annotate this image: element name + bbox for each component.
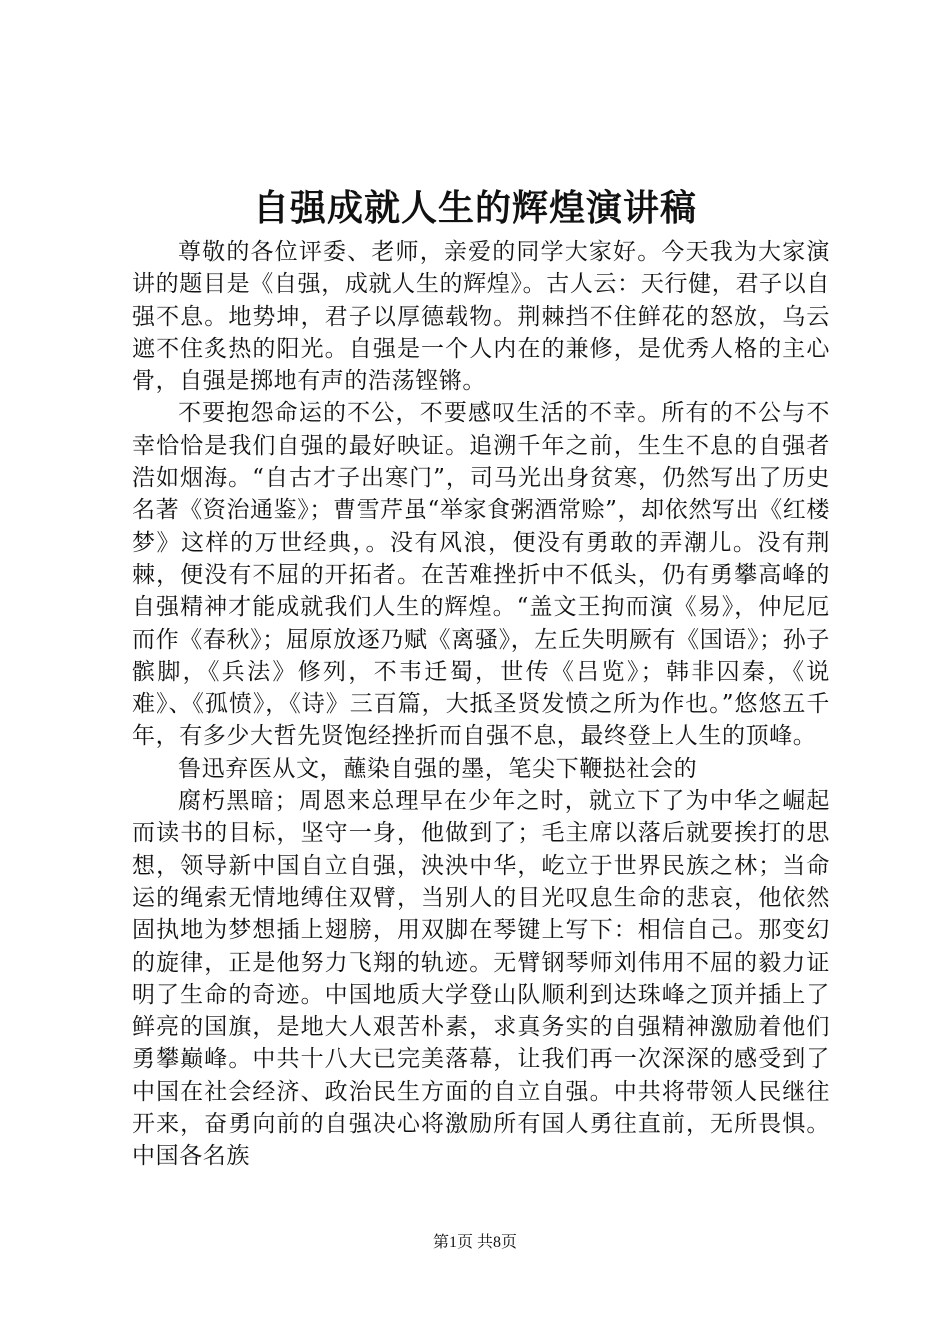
- document-body: [132, 236, 830, 1173]
- paragraph-intro: 尊敬的各位评委、老师，亲爱的同学大家好。今天我为大家演讲的题目是《自强，成就人生的辉煌》。古人云：天行健，君子以自强不息。地势坤，君子以厚德载物。荆棘挡不住鲜花的怒放，乌云遮不住炙热的阳光。自强是一个人内在的兼修，是优秀人格的主心骨，自强是掷地有声的浩荡铿锵。: [132, 239, 830, 395]
- paragraph-luxun: 鲁迅弃医从文，蘸染自强的墨，笔尖下鞭挞社会的: [178, 755, 698, 782]
- paragraph-examples: 腐朽黑暗；周恩来总理早在少年之时，就立下了为中华之崛起而读书的目标，坚守一身，他做到了；毛主席以落后就要挨打的思想，领导新中国自立自强，泱泱中华，屹立于世界民族之林；当命运的绳索无情地缚住双臂，当别人的目光叹息生命的悲哀，他依然固执地为梦想插上翅膀，用双脚在琴键上写下：相信自己。那变幻的旋律，正是他努力飞翔的轨迹。无臂钢琴师刘伟用不屈的毅力证明了生命的奇迹。中国地质大学登山队顺利到达珠峰之顶并插上了鲜亮的国旗，是地大人艰苦朴素，求真务实的自强精神激励着他们勇攀巅峰。中共十八大已完美落幕，让我们再一次深深的感受到了中国在社会经济、政治民生方面的自立自强。中共将带领人民继往开来，奋勇向前的自强决心将激励所有国人勇往直前，无所畏惧。中国各名族: [132, 788, 830, 1170]
- page-footer: 第1页 共8页: [432, 1234, 517, 1251]
- paragraph-adversity: 不要抱怨命运的不公，不要感叹生活的不幸。所有的不公与不幸恰恰是我们自强的最好映证。追溯千年之前，生生不息的自强者浩如烟海。“自古才子出寒门”，司马光出身贫寒，仍然写出了历史名著《资治通鉴》；曹雪芹虽“举家食粥酒常赊”，却依然写出《红楼梦》这样的万世经典，。没有风浪，便没有勇敢的弄潮儿。没有荆棘，便没有不屈的开拓者。在苦难挫折中不低头，仍有勇攀高峰的自强精神才能成就我们人生的辉煌。“盖文王拘而演《易》，仲尼厄而作《春秋》；屈原放逐乃赋《离骚》，左丘失明厥有《国语》；孙子髌脚，《兵法》修列，不韦迁蜀，世传《吕览》；韩非囚秦，《说难》、《孤愤》，《诗》三百篇，大抵圣贤发愤之所为作也。”悠悠五千年，有多少大哲先贤饱经挫折而自强不息，最终登上人生的顶峰。: [132, 400, 830, 750]
- document-title: 自强成就人生的辉煌演讲稿: [252, 188, 697, 229]
